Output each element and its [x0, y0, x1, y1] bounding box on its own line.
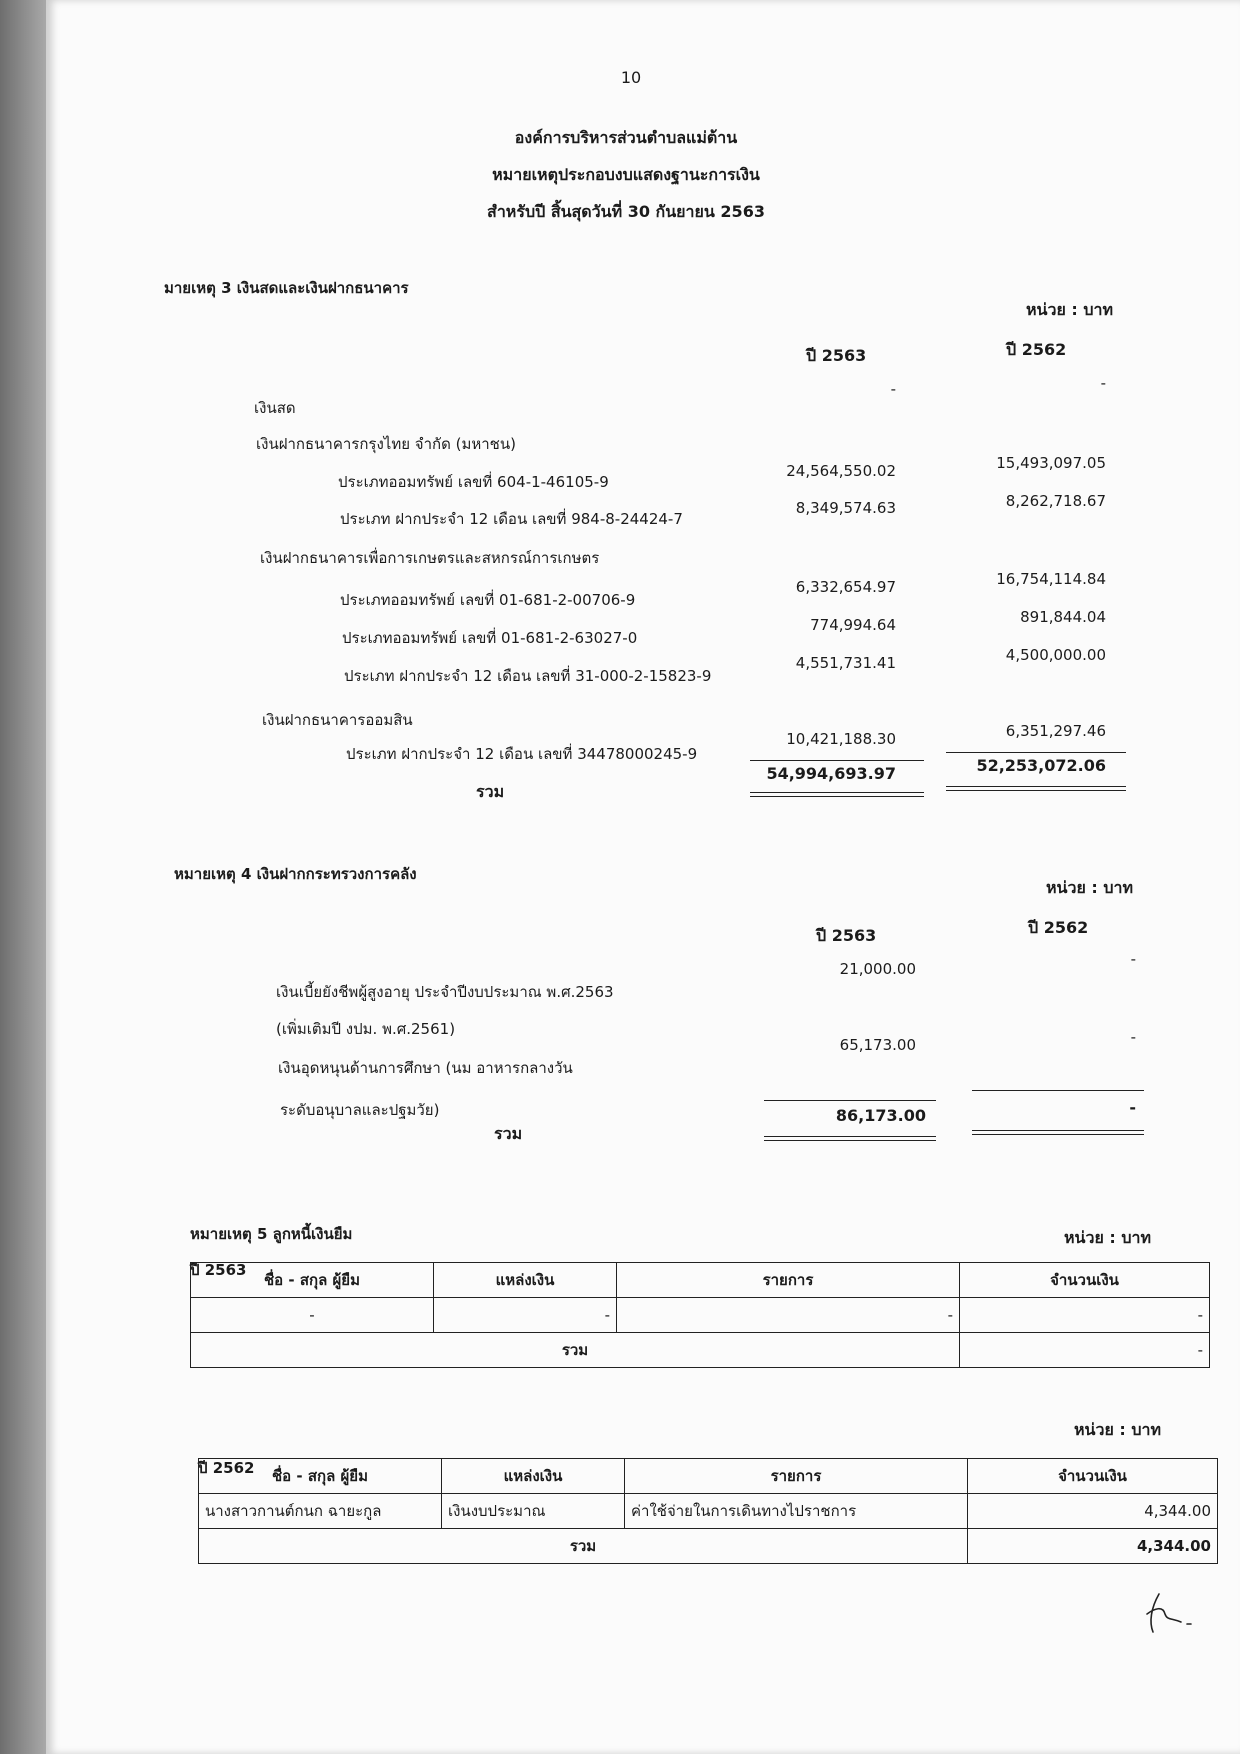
note3-row-label: ประเภทออมทรัพย์ เลขที่ 604-1-46105-9	[338, 473, 609, 491]
note5-2562-unit: หน่วย : บาท	[1074, 1420, 1162, 1439]
note3-row-prior: -	[1100, 374, 1106, 392]
note3-total-prior: 52,253,072.06	[976, 756, 1106, 775]
table-row	[191, 1298, 1210, 1333]
note3-row-current: 774,994.64	[810, 616, 896, 634]
note4-line1: เงินเบี้ยยังชีพผู้สูงอายุ ประจำปีงบประมาณ พ.ศ.2563	[276, 983, 614, 1001]
note5-2563-year: ปี 2563	[190, 1261, 247, 1279]
note5-2562-table	[198, 1458, 1218, 1564]
header-amount: จำนวนเงิน	[960, 1263, 1210, 1298]
document-page	[46, 0, 1240, 1754]
header-amount: จำนวนเงิน	[968, 1459, 1218, 1494]
note3-row-label: ประเภท ฝากประจำ 12 เดือน เลขที่ 984-8-24424-7	[340, 510, 683, 528]
note4-val2-current: 65,173.00	[839, 1036, 916, 1054]
table-row	[199, 1494, 1218, 1529]
note5-2562-year: ปี 2562	[198, 1459, 255, 1477]
note3-row-current: 4,551,731.41	[795, 654, 896, 672]
note3-total-double-rule-current	[750, 792, 924, 797]
note3-row-current: 8,349,574.63	[795, 499, 896, 517]
note3-row-current: 24,564,550.02	[786, 462, 896, 480]
table-total-row	[191, 1333, 1210, 1368]
note3-row-prior: 891,844.04	[1020, 608, 1106, 626]
scanner-edge	[0, 0, 46, 1754]
org-name: องค์การบริหารส่วนตำบลแม่ต้าน	[514, 128, 738, 147]
header-source: แหล่งเงิน	[434, 1263, 617, 1298]
cell-description: ค่าใช้จ่ายในการเดินทางไปราชการ	[625, 1494, 968, 1529]
note3-col-2562: ปี 2562	[1006, 340, 1067, 359]
note4-subtotal-rule-current	[764, 1100, 936, 1101]
note3-total-current: 54,994,693.97	[766, 764, 896, 783]
note3-total-double-rule-prior	[946, 786, 1126, 791]
note4-total-double-rule-current	[764, 1136, 936, 1141]
cell-amount: 4,344.00	[968, 1494, 1218, 1529]
cell-source: -	[434, 1298, 617, 1333]
note3-row-label: ประเภท ฝากประจำ 12 เดือน เลขที่ 34478000245-9	[346, 745, 698, 763]
note3-subtotal-rule-current	[750, 760, 924, 761]
note3-heading: มายเหตุ 3 เงินสดและเงินฝากธนาคาร	[164, 279, 409, 297]
note3-row-label: ประเภทออมทรัพย์ เลขที่ 01-681-2-63027-0	[342, 629, 638, 647]
cell-borrower: -	[191, 1298, 434, 1333]
total-amount: -	[960, 1333, 1210, 1368]
note4-val1-prior: -	[1130, 950, 1136, 968]
note3-row-prior: 8,262,718.67	[1005, 492, 1106, 510]
note3-row-label: ประเภท ฝากประจำ 12 เดือน เลขที่ 31-000-2-15823-9	[344, 667, 712, 685]
note3-row-label: ประเภทออมทรัพย์ เลขที่ 01-681-2-00706-9	[340, 591, 636, 609]
note4-total-label: รวม	[494, 1124, 523, 1143]
note3-row-prior: 4,500,000.00	[1005, 646, 1106, 664]
note4-unit: หน่วย : บาท	[1046, 878, 1134, 897]
note3-row-prior: 15,493,097.05	[996, 454, 1106, 472]
header-borrower: ชื่อ - สกุล ผู้ยืม	[191, 1263, 434, 1298]
note3-total-label: รวม	[476, 782, 505, 801]
total-label: รวม	[199, 1529, 968, 1564]
total-label: รวม	[191, 1333, 960, 1368]
table-header-row	[199, 1459, 1218, 1494]
note5-2563-unit: หน่วย : บาท	[1064, 1228, 1152, 1247]
note3-row-label: เงินฝากธนาคารเพื่อการเกษตรและสหกรณ์การเกษตร	[260, 549, 600, 567]
note3-row-prior: 6,351,297.46	[1005, 722, 1106, 740]
note3-row-label: เงินฝากธนาคารออมสิน	[262, 711, 413, 729]
note3-row-current: -	[890, 380, 896, 398]
page-number: 10	[620, 68, 642, 87]
note3-row-current: 6,332,654.97	[795, 578, 896, 596]
table-total-row	[199, 1529, 1218, 1564]
note3-row-current: 10,421,188.30	[786, 730, 896, 748]
header-borrower: ชื่อ - สกุล ผู้ยืม	[199, 1459, 442, 1494]
note4-val1-current: 21,000.00	[839, 960, 916, 978]
note3-row-label: เงินฝากธนาคารกรุงไทย จำกัด (มหาชน)	[256, 435, 516, 453]
total-amount: 4,344.00	[968, 1529, 1218, 1564]
table-header-row	[191, 1263, 1210, 1298]
note4-line4: ระดับอนุบาลและปฐมวัย)	[280, 1101, 440, 1119]
note4-line3: เงินอุดหนุนด้านการศึกษา (นม อาหารกลางวัน	[278, 1059, 573, 1077]
cell-description: -	[617, 1298, 960, 1333]
signature-mark	[1141, 1588, 1201, 1638]
header-description: รายการ	[625, 1459, 968, 1494]
note4-val2-prior: -	[1130, 1028, 1136, 1046]
note3-col-2563: ปี 2563	[806, 346, 867, 365]
note3-row-label: เงินสด	[254, 399, 296, 417]
note5-heading: หมายเหตุ 5 ลูกหนี้เงินยืม	[190, 1225, 353, 1243]
note4-col-2562: ปี 2562	[1028, 918, 1089, 937]
report-period: สำหรับปี สิ้นสุดวันที่ 30 กันยายน 2563	[487, 202, 765, 221]
note3-subtotal-rule-prior	[946, 752, 1126, 753]
header-source: แหล่งเงิน	[442, 1459, 625, 1494]
note3-unit: หน่วย : บาท	[1026, 300, 1114, 319]
cell-source: เงินงบประมาณ	[442, 1494, 625, 1529]
note4-subtotal-rule-prior	[972, 1090, 1144, 1091]
note4-total-prior: -	[1129, 1098, 1136, 1117]
note4-col-2563: ปี 2563	[816, 926, 877, 945]
note4-line2: (เพิ่มเติมปี งปม. พ.ศ.2561)	[276, 1020, 456, 1038]
note4-heading: หมายเหตุ 4 เงินฝากกระทรวงการคลัง	[174, 865, 417, 883]
note3-row-prior: 16,754,114.84	[996, 570, 1106, 588]
note4-total-double-rule-prior	[972, 1130, 1144, 1135]
report-title: หมายเหตุประกอบงบแสดงฐานะการเงิน	[492, 165, 760, 184]
header-description: รายการ	[617, 1263, 960, 1298]
note5-2563-table	[190, 1262, 1210, 1368]
note4-total-current: 86,173.00	[835, 1106, 926, 1125]
cell-borrower: นางสาวกานต์กนก ฉายะกูล	[199, 1494, 442, 1529]
cell-amount: -	[960, 1298, 1210, 1333]
